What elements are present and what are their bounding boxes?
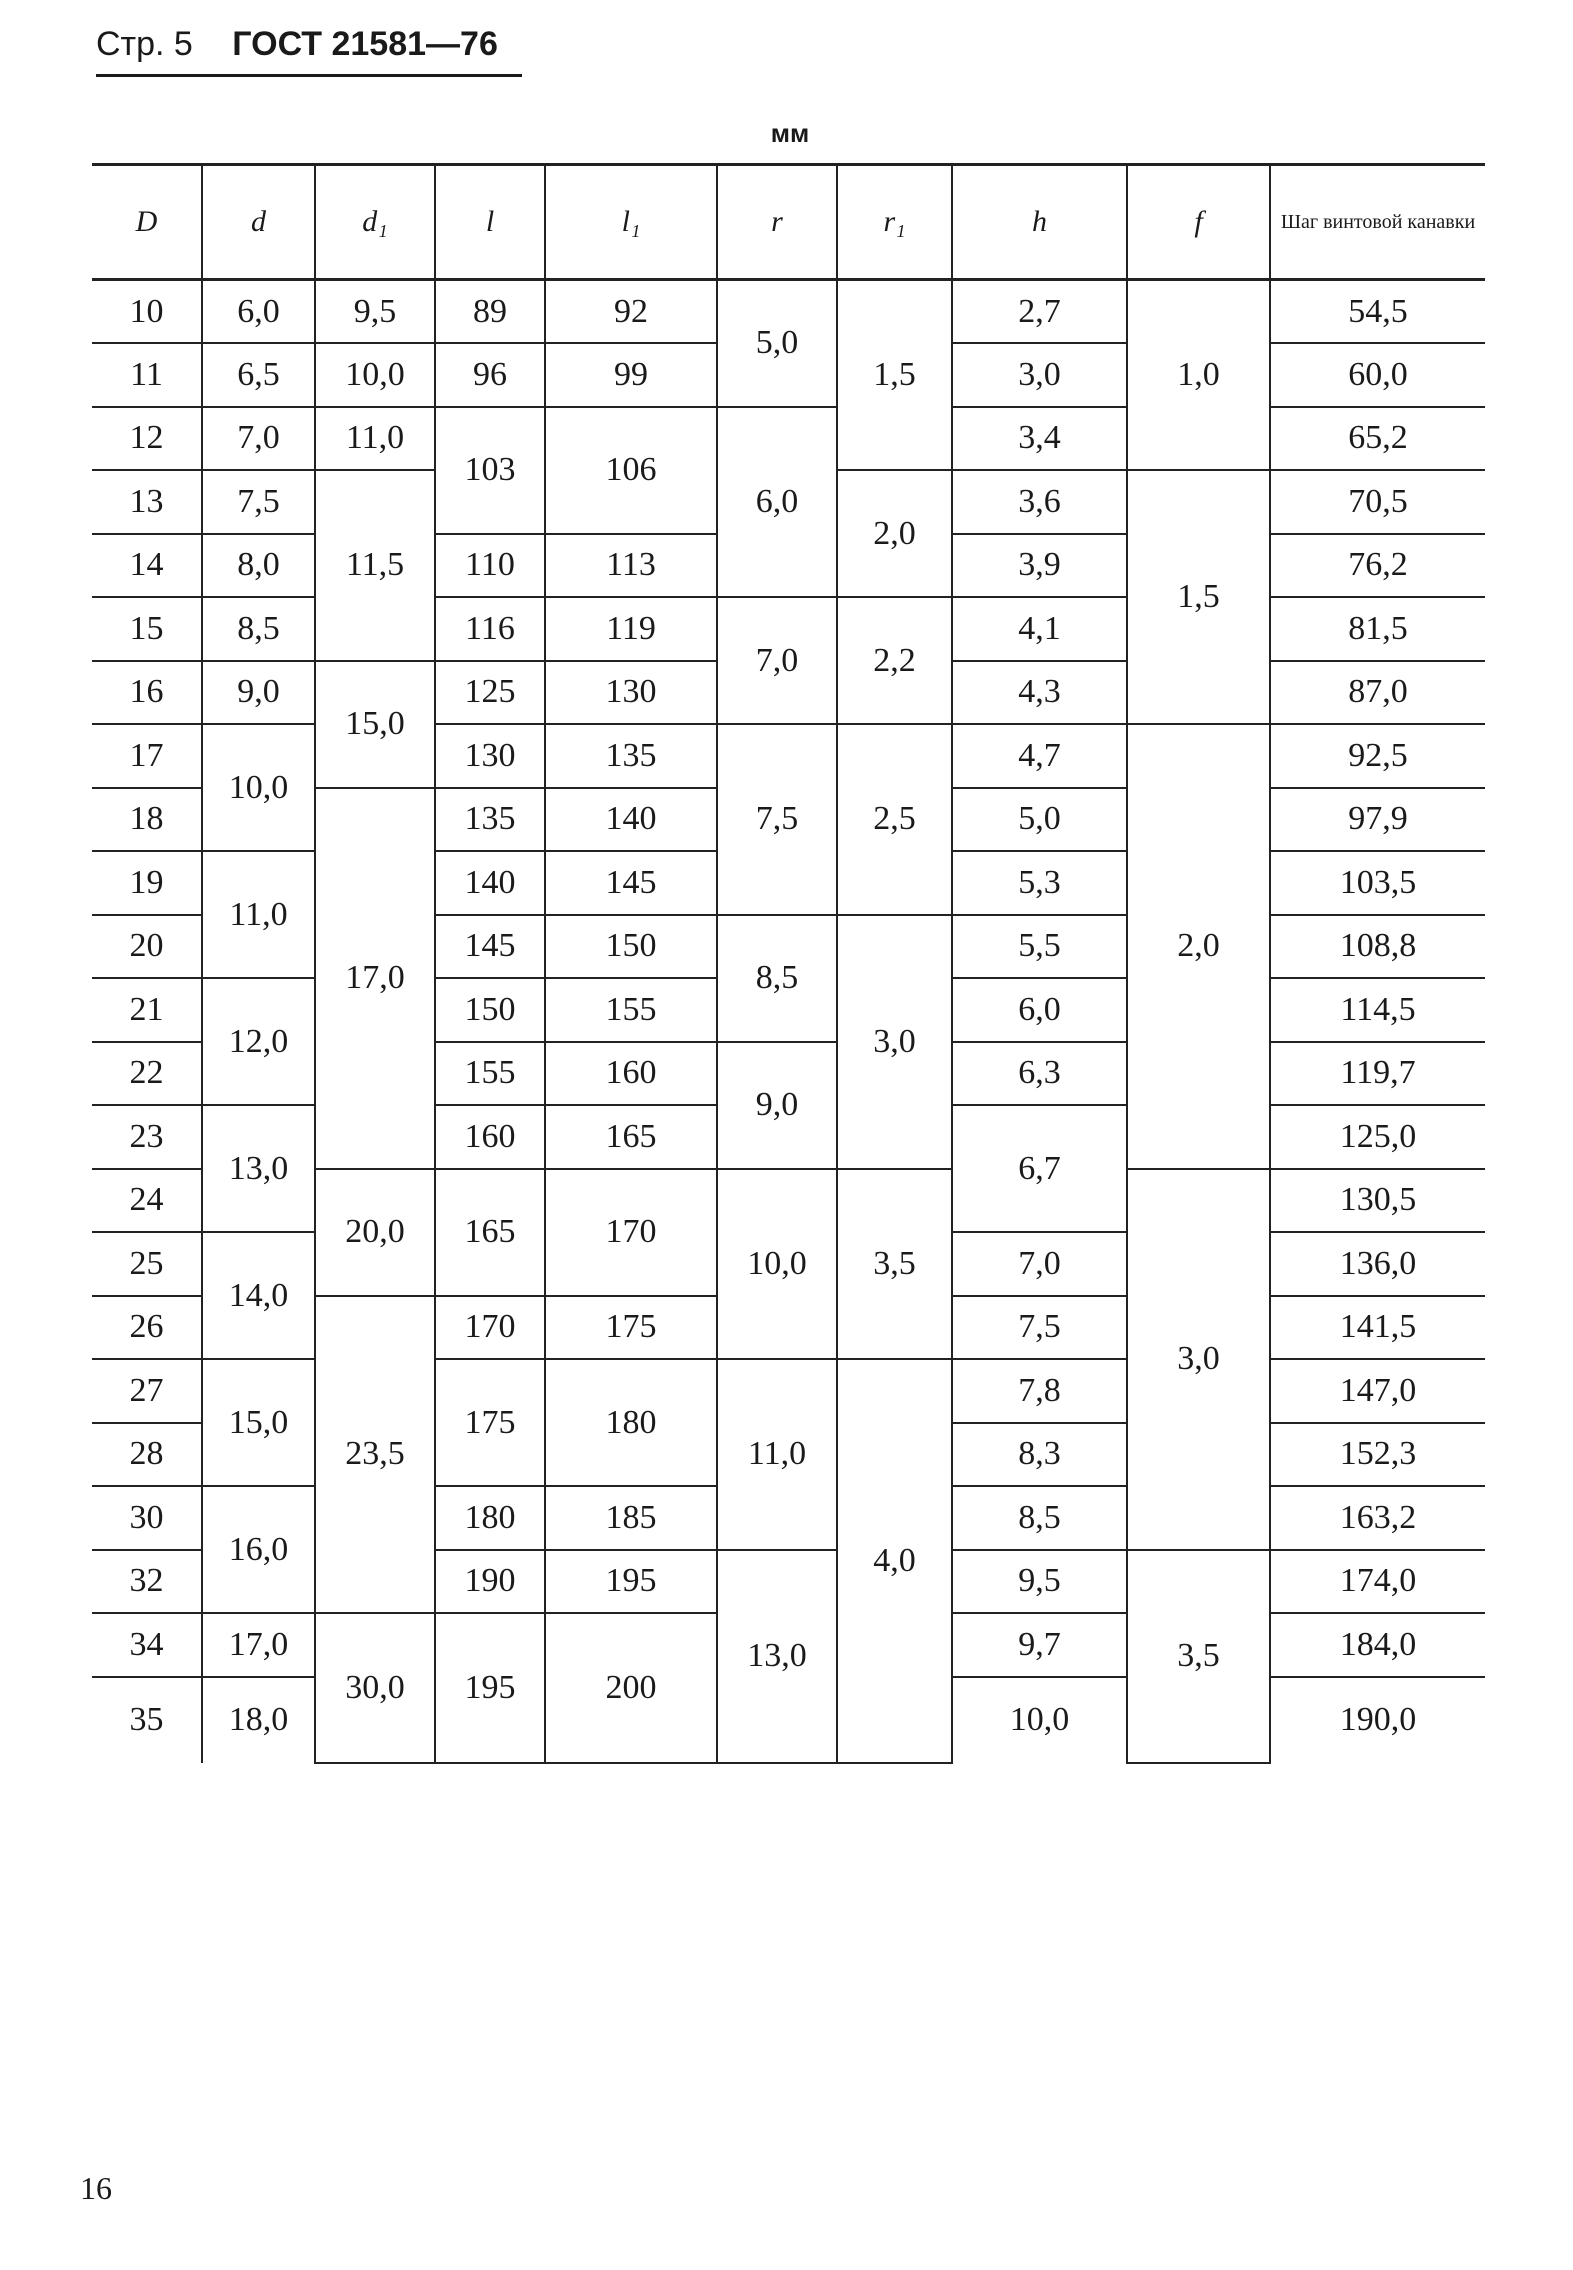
cell-d: 18,0 bbox=[202, 1677, 315, 1763]
cell-r: 6,0 bbox=[717, 407, 837, 598]
cell-D: 35 bbox=[92, 1677, 202, 1763]
cell-pitch: 152,3 bbox=[1270, 1423, 1485, 1487]
cell-l: 165 bbox=[435, 1169, 545, 1296]
cell-D: 10 bbox=[92, 280, 202, 344]
cell-l: 96 bbox=[435, 343, 545, 407]
cell-D: 12 bbox=[92, 407, 202, 471]
cell-pitch: 87,0 bbox=[1270, 661, 1485, 725]
cell-h: 4,7 bbox=[952, 724, 1127, 788]
cell-r1: 4,0 bbox=[837, 1359, 952, 1763]
cell-l: 116 bbox=[435, 597, 545, 661]
cell-l: 89 bbox=[435, 280, 545, 344]
cell-d: 9,0 bbox=[202, 661, 315, 725]
cell-d: 7,0 bbox=[202, 407, 315, 471]
column-header-l1: l₁ bbox=[545, 165, 717, 280]
cell-d: 6,0 bbox=[202, 280, 315, 344]
cell-D: 32 bbox=[92, 1550, 202, 1614]
cell-pitch: 141,5 bbox=[1270, 1296, 1485, 1360]
column-header-l: l bbox=[435, 165, 545, 280]
cell-pitch: 70,5 bbox=[1270, 470, 1485, 534]
cell-D: 19 bbox=[92, 851, 202, 915]
cell-pitch: 130,5 bbox=[1270, 1169, 1485, 1233]
cell-l: 110 bbox=[435, 534, 545, 598]
cell-l: 130 bbox=[435, 724, 545, 788]
cell-d: 6,5 bbox=[202, 343, 315, 407]
cell-l1: 165 bbox=[545, 1105, 717, 1169]
cell-h: 4,3 bbox=[952, 661, 1127, 725]
cell-l1: 195 bbox=[545, 1550, 717, 1614]
cell-pitch: 147,0 bbox=[1270, 1359, 1485, 1423]
cell-l1: 170 bbox=[545, 1169, 717, 1296]
cell-d: 8,5 bbox=[202, 597, 315, 661]
cell-h: 4,1 bbox=[952, 597, 1127, 661]
cell-pitch: 108,8 bbox=[1270, 915, 1485, 979]
cell-r: 7,5 bbox=[717, 724, 837, 915]
cell-r: 9,0 bbox=[717, 1042, 837, 1169]
cell-h: 7,0 bbox=[952, 1232, 1127, 1296]
cell-D: 28 bbox=[92, 1423, 202, 1487]
column-header-d1: d₁ bbox=[315, 165, 435, 280]
cell-r1: 3,5 bbox=[837, 1169, 952, 1360]
cell-l: 190 bbox=[435, 1550, 545, 1614]
cell-l1: 145 bbox=[545, 851, 717, 915]
column-header-pitch: Шаг винтовой канавки bbox=[1270, 165, 1485, 280]
cell-d1: 20,0 bbox=[315, 1169, 435, 1296]
cell-l1: 106 bbox=[545, 407, 717, 534]
cell-d1: 11,5 bbox=[315, 470, 435, 661]
cell-l1: 130 bbox=[545, 661, 717, 725]
cell-r: 7,0 bbox=[717, 597, 837, 724]
cell-h: 7,5 bbox=[952, 1296, 1127, 1360]
cell-r1: 2,0 bbox=[837, 470, 952, 597]
cell-l1: 113 bbox=[545, 534, 717, 598]
cell-h: 3,6 bbox=[952, 470, 1127, 534]
cell-D: 22 bbox=[92, 1042, 202, 1106]
cell-f: 2,0 bbox=[1127, 724, 1270, 1169]
cell-h: 9,7 bbox=[952, 1613, 1127, 1677]
cell-l: 150 bbox=[435, 978, 545, 1042]
cell-d: 11,0 bbox=[202, 851, 315, 978]
cell-d: 15,0 bbox=[202, 1359, 315, 1486]
cell-l: 140 bbox=[435, 851, 545, 915]
cell-l1: 185 bbox=[545, 1486, 717, 1550]
cell-d1: 23,5 bbox=[315, 1296, 435, 1614]
cell-r1: 2,5 bbox=[837, 724, 952, 915]
cell-pitch: 65,2 bbox=[1270, 407, 1485, 471]
cell-l1: 140 bbox=[545, 788, 717, 852]
cell-pitch: 103,5 bbox=[1270, 851, 1485, 915]
cell-l: 103 bbox=[435, 407, 545, 534]
column-header-r: r bbox=[717, 165, 837, 280]
cell-r1: 1,5 bbox=[837, 280, 952, 471]
page-label: Стр. 5 bbox=[96, 25, 193, 63]
column-header-d: d bbox=[202, 165, 315, 280]
cell-l: 170 bbox=[435, 1296, 545, 1360]
cell-pitch: 125,0 bbox=[1270, 1105, 1485, 1169]
cell-d: 14,0 bbox=[202, 1232, 315, 1359]
cell-l1: 135 bbox=[545, 724, 717, 788]
cell-l1: 160 bbox=[545, 1042, 717, 1106]
cell-d1: 10,0 bbox=[315, 343, 435, 407]
cell-h: 7,8 bbox=[952, 1359, 1127, 1423]
cell-d: 13,0 bbox=[202, 1105, 315, 1232]
cell-D: 18 bbox=[92, 788, 202, 852]
cell-d: 12,0 bbox=[202, 978, 315, 1105]
column-header-r1: r₁ bbox=[837, 165, 952, 280]
cell-h: 8,5 bbox=[952, 1486, 1127, 1550]
cell-D: 30 bbox=[92, 1486, 202, 1550]
cell-d1: 17,0 bbox=[315, 788, 435, 1169]
cell-D: 24 bbox=[92, 1169, 202, 1233]
cell-f: 1,0 bbox=[1127, 280, 1270, 471]
cell-d1: 11,0 bbox=[315, 407, 435, 471]
table-header-row bbox=[92, 165, 1485, 280]
cell-pitch: 136,0 bbox=[1270, 1232, 1485, 1296]
cell-pitch: 92,5 bbox=[1270, 724, 1485, 788]
cell-f: 3,5 bbox=[1127, 1550, 1270, 1763]
cell-d: 17,0 bbox=[202, 1613, 315, 1677]
cell-h: 5,5 bbox=[952, 915, 1127, 979]
cell-D: 34 bbox=[92, 1613, 202, 1677]
cell-d: 10,0 bbox=[202, 724, 315, 851]
cell-D: 23 bbox=[92, 1105, 202, 1169]
page-header bbox=[96, 20, 498, 68]
table-row bbox=[92, 597, 1485, 661]
cell-r1: 2,2 bbox=[837, 597, 952, 724]
cell-h: 8,3 bbox=[952, 1423, 1127, 1487]
cell-h: 6,7 bbox=[952, 1105, 1127, 1232]
cell-d1: 9,5 bbox=[315, 280, 435, 344]
cell-d: 16,0 bbox=[202, 1486, 315, 1613]
cell-D: 16 bbox=[92, 661, 202, 725]
cell-h: 9,5 bbox=[952, 1550, 1127, 1614]
column-header-h: h bbox=[952, 165, 1127, 280]
cell-D: 25 bbox=[92, 1232, 202, 1296]
cell-pitch: 54,5 bbox=[1270, 280, 1485, 344]
cell-r: 13,0 bbox=[717, 1550, 837, 1763]
table-row bbox=[92, 407, 1485, 471]
cell-pitch: 60,0 bbox=[1270, 343, 1485, 407]
cell-l: 160 bbox=[435, 1105, 545, 1169]
cell-d1: 30,0 bbox=[315, 1613, 435, 1763]
cell-h: 3,4 bbox=[952, 407, 1127, 471]
cell-h: 5,3 bbox=[952, 851, 1127, 915]
cell-d1: 15,0 bbox=[315, 661, 435, 788]
standard-number: ГОСТ 21581—76 bbox=[232, 25, 498, 63]
cell-pitch: 174,0 bbox=[1270, 1550, 1485, 1614]
cell-l1: 200 bbox=[545, 1613, 717, 1763]
header-rule bbox=[96, 74, 522, 77]
cell-l: 145 bbox=[435, 915, 545, 979]
cell-h: 10,0 bbox=[952, 1677, 1127, 1763]
cell-l1: 180 bbox=[545, 1359, 717, 1486]
cell-pitch: 184,0 bbox=[1270, 1613, 1485, 1677]
cell-l1: 155 bbox=[545, 978, 717, 1042]
cell-D: 21 bbox=[92, 978, 202, 1042]
cell-f: 3,0 bbox=[1127, 1169, 1270, 1550]
cell-pitch: 114,5 bbox=[1270, 978, 1485, 1042]
cell-h: 5,0 bbox=[952, 788, 1127, 852]
cell-l: 155 bbox=[435, 1042, 545, 1106]
cell-h: 3,0 bbox=[952, 343, 1127, 407]
cell-pitch: 81,5 bbox=[1270, 597, 1485, 661]
cell-pitch: 119,7 bbox=[1270, 1042, 1485, 1106]
cell-D: 15 bbox=[92, 597, 202, 661]
cell-pitch: 190,0 bbox=[1270, 1677, 1485, 1763]
cell-l1: 99 bbox=[545, 343, 717, 407]
unit-label: мм bbox=[770, 118, 810, 148]
cell-D: 17 bbox=[92, 724, 202, 788]
cell-D: 11 bbox=[92, 343, 202, 407]
table-row bbox=[92, 1359, 1485, 1423]
table-row bbox=[92, 280, 1485, 344]
cell-d: 7,5 bbox=[202, 470, 315, 534]
cell-l: 175 bbox=[435, 1359, 545, 1486]
cell-l1: 92 bbox=[545, 280, 717, 344]
column-header-D: D bbox=[92, 165, 202, 280]
cell-l: 135 bbox=[435, 788, 545, 852]
cell-pitch: 163,2 bbox=[1270, 1486, 1485, 1550]
cell-r: 10,0 bbox=[717, 1169, 837, 1360]
cell-D: 26 bbox=[92, 1296, 202, 1360]
cell-l1: 175 bbox=[545, 1296, 717, 1360]
cell-D: 13 bbox=[92, 470, 202, 534]
column-header-f: f bbox=[1127, 165, 1270, 280]
dimensions-table bbox=[92, 163, 1485, 1764]
cell-pitch: 97,9 bbox=[1270, 788, 1485, 852]
cell-r: 8,5 bbox=[717, 915, 837, 1042]
cell-h: 3,9 bbox=[952, 534, 1127, 598]
cell-l1: 119 bbox=[545, 597, 717, 661]
cell-h: 6,0 bbox=[952, 978, 1127, 1042]
cell-D: 20 bbox=[92, 915, 202, 979]
cell-l: 180 bbox=[435, 1486, 545, 1550]
cell-r: 5,0 bbox=[717, 280, 837, 407]
cell-D: 14 bbox=[92, 534, 202, 598]
cell-l: 195 bbox=[435, 1613, 545, 1763]
cell-D: 27 bbox=[92, 1359, 202, 1423]
cell-h: 6,3 bbox=[952, 1042, 1127, 1106]
cell-h: 2,7 bbox=[952, 280, 1127, 344]
cell-l: 125 bbox=[435, 661, 545, 725]
cell-f: 1,5 bbox=[1127, 470, 1270, 724]
cell-r: 11,0 bbox=[717, 1359, 837, 1550]
cell-r1: 3,0 bbox=[837, 915, 952, 1169]
cell-pitch: 76,2 bbox=[1270, 534, 1485, 598]
table-row bbox=[92, 724, 1485, 788]
cell-l1: 150 bbox=[545, 915, 717, 979]
cell-d: 8,0 bbox=[202, 534, 315, 598]
page-number: 16 bbox=[80, 2170, 112, 2206]
